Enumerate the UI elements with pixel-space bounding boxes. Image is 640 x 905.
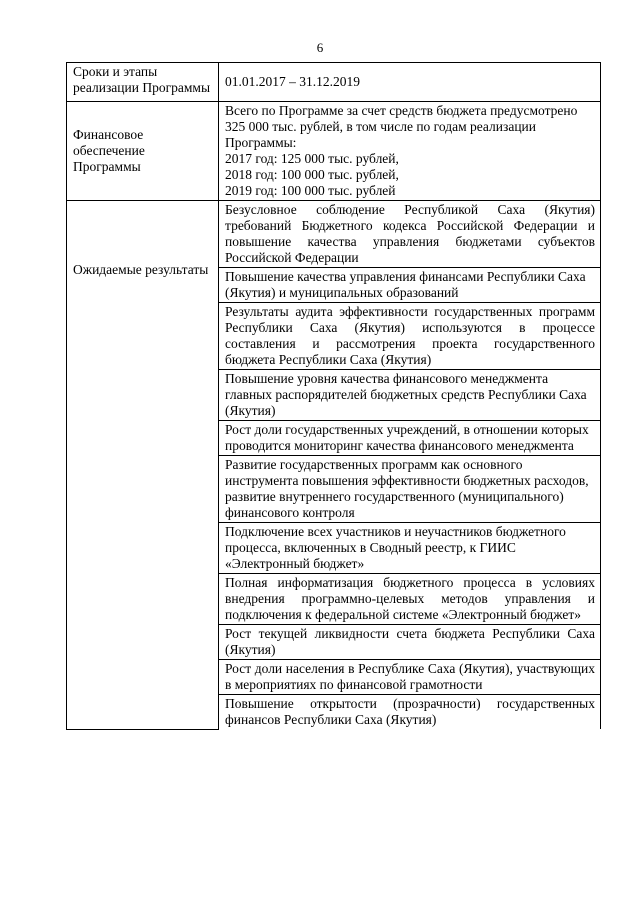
result-item: Полная информатизация бюджетного процесса в условиях внедрения программно-целевых методов управления и подключения к федеральной системе «Электронный бюджет» (219, 574, 601, 625)
financing-year-2017: 2017 год: 125 000 тыс. рублей, (225, 151, 399, 166)
result-item: Повышение качества управления финансами Республики Саха (Якутия) и муниципальных образований (219, 268, 601, 303)
result-item: Безусловное соблюдение Республикой Саха (Якутия) требований Бюджетного кодекса Российской Федерации и повышение качества управления бюджетами субъектов Российской Федерации (219, 201, 601, 268)
table-row-result (67, 201, 601, 268)
result-item: Результаты аудита эффективности государственных программ Республики Саха (Якутия) используются в процессе составления и рассмотрения проекта государственного бюджета Республики Саха (Якутия) (219, 303, 601, 370)
result-item: Рост доли населения в Республике Саха (Якутия), участвующих в мероприятиях по финансовой грамотности (219, 660, 601, 695)
result-item: Повышение уровня качества финансового менеджмента главных распорядителей бюджетных средств Республики Саха (Якутия) (219, 370, 601, 421)
financing-total: Всего по Программе за счет средств бюджета предусмотрено 325 000 тыс. рублей, в том числе по годам реализации Программы: (225, 103, 578, 150)
result-item: Подключение всех участников и неучастников бюджетного процесса, включенных в Сводный реестр, к ГИИС «Электронный бюджет» (219, 523, 601, 574)
result-item: Развитие государственных программ как основного инструмента повышения эффективности бюджетных расходов, развитие внутреннего государственного (муниципального) финансового контроля (219, 456, 601, 523)
page-number: 6 (316, 40, 324, 55)
financing-year-2019: 2019 год: 100 000 тыс. рублей (225, 183, 396, 198)
result-item: Рост текущей ликвидности счета бюджета Республики Саха (Якутия) (219, 625, 601, 660)
financing-year-2018: 2018 год: 100 000 тыс. рублей, (225, 167, 399, 182)
financing-label: Финансовое обеспечение Программы (67, 102, 219, 201)
financing-value-cell (219, 102, 601, 201)
terms-label: Сроки и этапы реализации Программы (67, 63, 219, 102)
program-passport-table (66, 62, 601, 730)
results-label: Ожидаемые результаты (73, 262, 209, 277)
terms-value: 01.01.2017 – 31.12.2019 (225, 74, 360, 89)
terms-value-cell (219, 63, 601, 102)
table-row-terms (67, 63, 601, 102)
table-row-financing (67, 102, 601, 201)
result-item: Повышение открытости (прозрачности) государственных финансов Республики Саха (Якутия) (219, 695, 601, 730)
results-label-cell (67, 201, 219, 730)
result-item: Рост доли государственных учреждений, в отношении которых проводится мониторинг качества финансового менеджмента (219, 421, 601, 456)
